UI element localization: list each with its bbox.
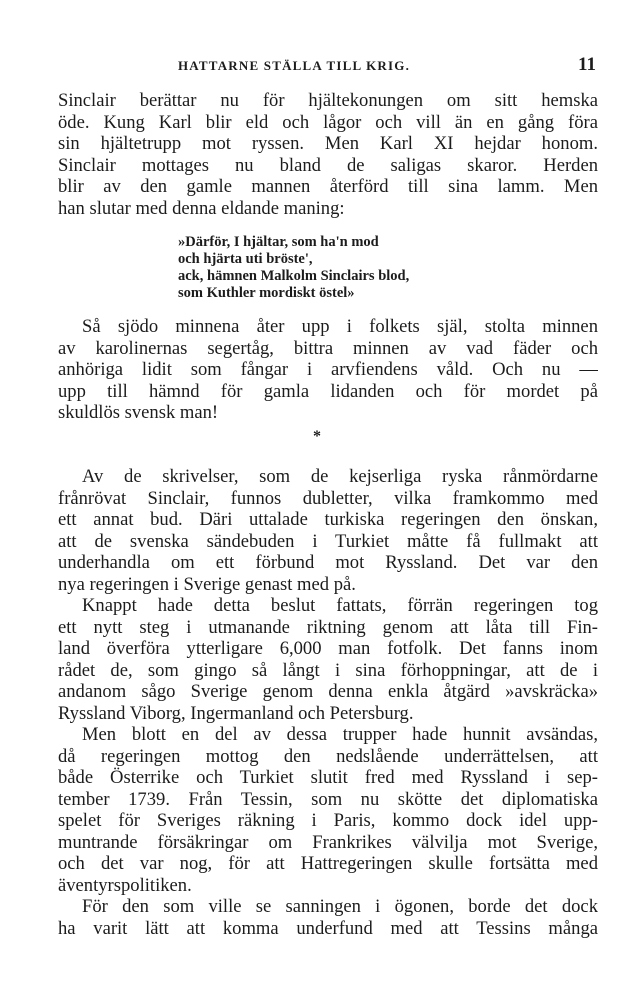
text-line: av karolinernas segertåg, bittra minnen av vad fäder och	[58, 337, 598, 359]
poem-quote	[178, 234, 409, 302]
text-line: Ryssland Viborg, Ingermanland och Petersburg.	[58, 702, 414, 724]
text-line: att de svenska sändebuden i Turkiet måtte få fullmakt att	[58, 530, 598, 552]
section-break-asterisk: *	[313, 428, 321, 445]
paragraph-2	[58, 316, 598, 424]
text-line: både Österrike och Turkiet slutit fred med Ryssland i sep-	[58, 767, 598, 788]
text-line: frånrövat Sinclair, funnos dubletter, vilka framkommo med	[58, 487, 598, 509]
text-line: Sinclair mottages nu bland de saligas skaror. Herden	[58, 154, 598, 176]
text-line: blir av den gamle mannen återförd till sina lamm. Men	[58, 176, 598, 197]
text-line: rådet de, som gingo så långt i sina förhoppningar, att de i	[58, 659, 598, 681]
text-line: Knappt hade detta beslut fattats, förrän regeringen tog	[82, 595, 598, 616]
text-line: upp till hämnd för gamla lidanden och för mordet på	[58, 380, 598, 402]
text-line: han slutar med denna eldande maning:	[58, 197, 345, 219]
text-line: muntrande försäkringar om Frankrikes välvilja mot Sverige,	[58, 831, 598, 853]
text-line: ett annat bud. Däri uttalade turkiska regeringen den önskan,	[58, 509, 598, 530]
poem-line: »Därför, I hjältar, som ha'n mod	[178, 234, 379, 250]
text-line: öde. Kung Karl blir eld och lågor och vill än en gång föra	[58, 111, 598, 133]
text-line: Sinclair berättar nu för hjältekonungen om sitt hemska	[58, 90, 598, 111]
text-line: Men blott en del av dessa trupper hade hunnit avsändas,	[82, 724, 598, 745]
text-line: äventyrspolitiken.	[58, 874, 192, 896]
text-line: anhöriga lidit som fångar i arvfiendens våld. Och nu —	[58, 359, 598, 380]
text-line: Av de skrivelser, som de kejserliga ryska rånmördarne	[82, 466, 598, 487]
poem-line: som Kuthler mordiskt östel»	[178, 285, 355, 301]
text-line: nya regeringen i Sverige genast med på.	[58, 573, 356, 595]
text-line: andanom sågo Sverige genom denna enkla åtgärd »avskräcka»	[58, 681, 598, 702]
text-line: tember 1739. Från Tessin, som nu skötte det diplomatiska	[58, 788, 598, 810]
text-line: underhandla om ett förbund mot Ryssland. Det var den	[58, 552, 598, 573]
poem-line: och hjärta uti bröste',	[178, 251, 313, 267]
text-line: och det var nog, för att Hattregeringen skulle fortsätta med	[58, 853, 598, 874]
text-line: Så sjödo minnena åter upp i folkets själ, stolta minnen	[82, 316, 598, 337]
running-title: HATTARNE STÄLLA TILL KRIG.	[178, 58, 411, 73]
text-line: sin hjältetrupp mot ryssen. Men Karl XI hejdar honom.	[58, 133, 598, 154]
text-line: spelet för Sveriges räkning i Paris, kommo dock idel upp-	[58, 810, 598, 831]
poem-line: ack, hämnen Malkolm Sinclairs blod,	[178, 268, 410, 284]
text-line: ha varit lätt att komma underfund med att Tessins många	[58, 917, 598, 939]
page-header	[60, 54, 600, 78]
text-line: land överföra ytterligare 6,000 man fotfolk. Det fanns inom	[58, 638, 598, 659]
text-line: skuldlös svensk man!	[58, 402, 219, 423]
text-line: ett nytt steg i utmanande riktning genom att låta till Fin-	[58, 616, 598, 638]
text-line: För den som ville se sanningen i ögonen, borde det dock	[82, 896, 598, 917]
body-text	[58, 466, 598, 939]
text-line: då regeringen mottog den nedslående underrättelsen, att	[58, 745, 598, 767]
paragraph-1	[58, 90, 598, 219]
page-number: 11	[578, 54, 596, 75]
